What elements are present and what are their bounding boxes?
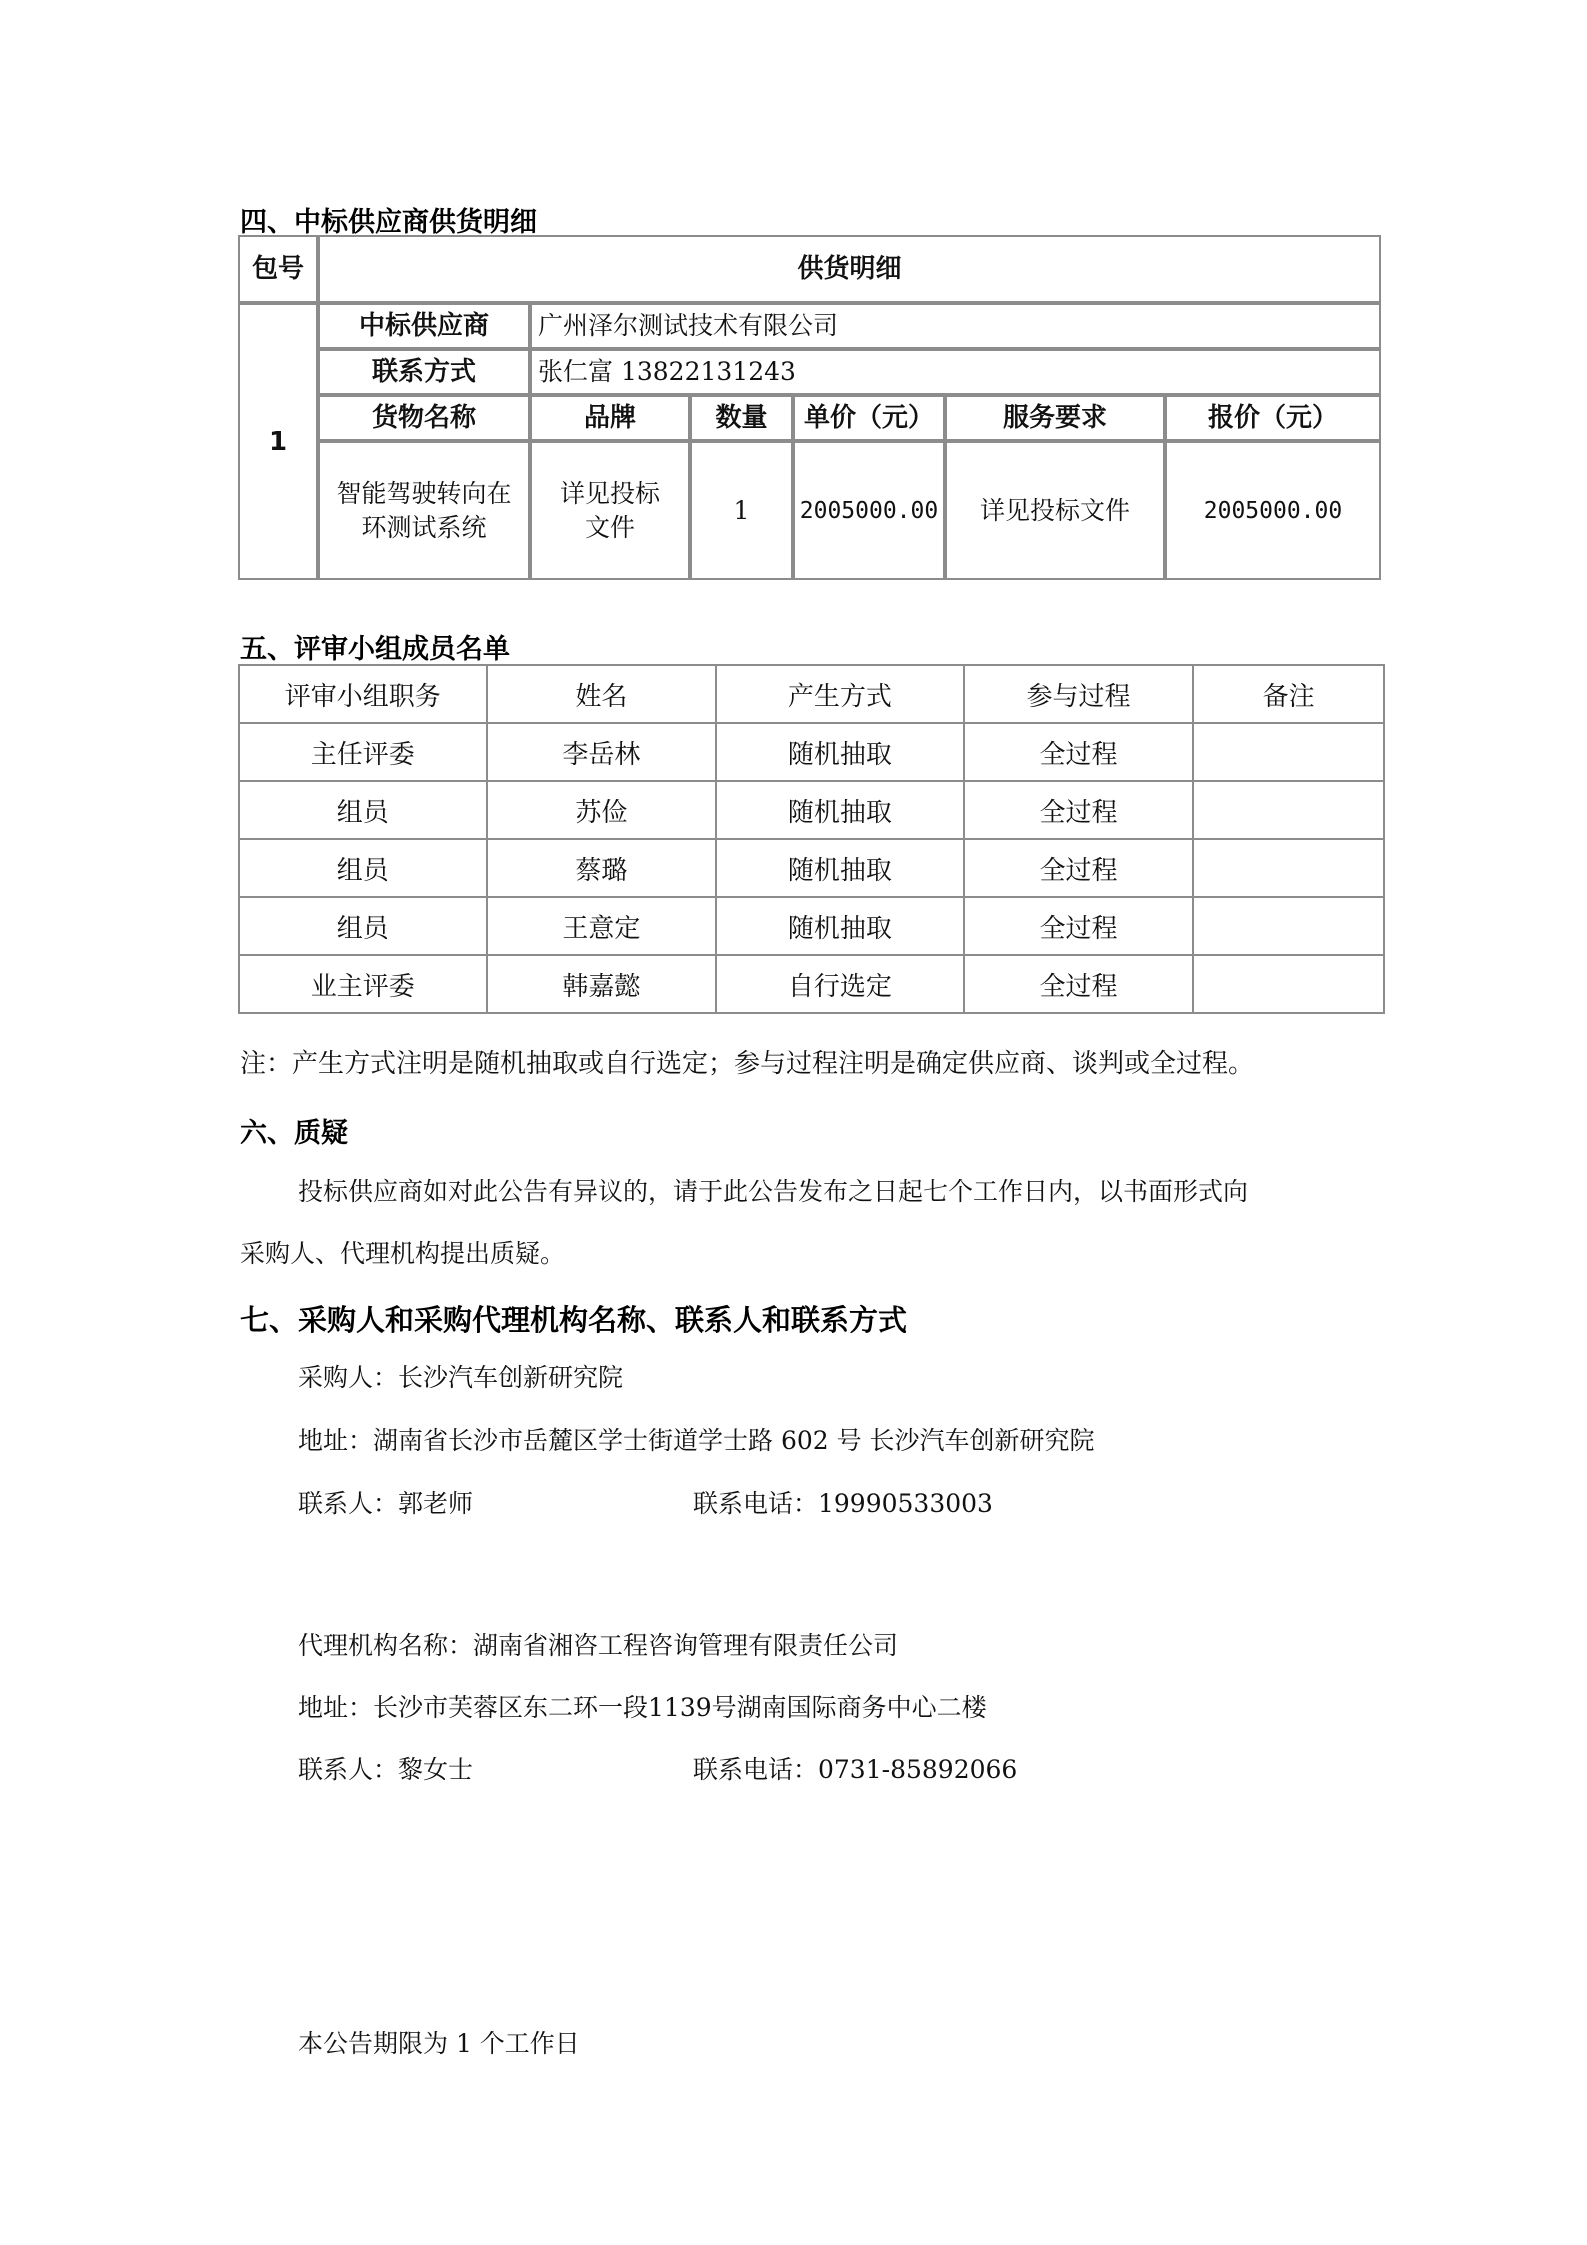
detail-header: 供货明细 <box>318 235 1381 303</box>
section4-title: 四、中标供应商供货明细 <box>240 207 537 238</box>
brand-line1: 详见投标 <box>559 478 660 508</box>
panel-process: 全过程 <box>964 955 1194 1013</box>
table-row <box>239 897 1384 955</box>
agency-contact: 联系人：黎女士 <box>298 1755 474 1784</box>
panel-remark <box>1193 723 1384 781</box>
agency-name: 代理机构名称：湖南省湘咨工程咨询管理有限责任公司 <box>298 1631 899 1660</box>
purchaser-name: 采购人：长沙汽车创新研究院 <box>298 1363 624 1392</box>
supplier-label: 中标供应商 <box>318 303 530 349</box>
review-panel-table <box>238 664 1385 1014</box>
qty-cell: 1 <box>690 441 793 580</box>
purchaser-phone: 联系电话：19990533003 <box>693 1489 993 1518</box>
agency-phone: 联系电话：0731-85892066 <box>693 1755 1018 1784</box>
contact-label: 联系方式 <box>318 349 530 395</box>
supply-details-table <box>238 235 1381 580</box>
panel-name: 王意定 <box>487 897 717 955</box>
panel-note: 注：产生方式注明是随机抽取或自行选定；参与过程注明是确定供应商、谈判或全过程。 <box>240 1049 1255 1079</box>
panel-process: 全过程 <box>964 781 1194 839</box>
panel-remark <box>1193 897 1384 955</box>
panel-col-process: 参与过程 <box>964 665 1194 723</box>
quote-cell: 2005000.00 <box>1165 441 1381 580</box>
section7-title: 七、采购人和采购代理机构名称、联系人和联系方式 <box>240 1303 908 1337</box>
panel-col-name: 姓名 <box>487 665 717 723</box>
panel-role: 主任评委 <box>239 723 487 781</box>
panel-method: 随机抽取 <box>716 839 964 897</box>
col-service: 服务要求 <box>945 395 1165 441</box>
panel-name: 苏俭 <box>487 781 717 839</box>
panel-header-row <box>239 665 1384 723</box>
panel-method: 随机抽取 <box>716 897 964 955</box>
col-qty: 数量 <box>690 395 793 441</box>
panel-method: 随机抽取 <box>716 781 964 839</box>
goods-name-cell <box>318 441 530 580</box>
service-cell: 详见投标文件 <box>945 441 1165 580</box>
brand-cell <box>530 441 690 580</box>
purchaser-contact: 联系人：郭老师 <box>298 1489 474 1518</box>
section6-title: 六、质疑 <box>240 1118 348 1149</box>
panel-col-method: 产生方式 <box>716 665 964 723</box>
panel-remark <box>1193 839 1384 897</box>
panel-remark <box>1193 781 1384 839</box>
panel-role: 业主评委 <box>239 955 487 1013</box>
brand-line2: 文件 <box>584 512 635 542</box>
notice-period: 本公告期限为 1 个工作日 <box>298 2029 580 2058</box>
table-row <box>239 723 1384 781</box>
contact-value: 张仁富 13822131243 <box>530 349 1381 395</box>
panel-name: 蔡璐 <box>487 839 717 897</box>
table-row <box>239 781 1384 839</box>
panel-name: 韩嘉懿 <box>487 955 717 1013</box>
agency-address: 地址：长沙市芙蓉区东二环一段1139号湖南国际商务中心二楼 <box>298 1693 987 1722</box>
objection-para-line1: 投标供应商如对此公告有异议的，请于此公告发布之日起七个工作日内，以书面形式向 <box>298 1177 1249 1206</box>
panel-process: 全过程 <box>964 897 1194 955</box>
panel-method: 自行选定 <box>716 955 964 1013</box>
unit-price-cell: 2005000.00 <box>793 441 945 580</box>
col-unit-price: 单价（元） <box>793 395 945 441</box>
table-row <box>239 839 1384 897</box>
panel-name: 李岳林 <box>487 723 717 781</box>
col-quote: 报价（元） <box>1165 395 1381 441</box>
panel-col-remark: 备注 <box>1193 665 1384 723</box>
pkg-header: 包号 <box>238 235 318 303</box>
col-brand: 品牌 <box>530 395 690 441</box>
goods-name-line1: 智能驾驶转向在 <box>336 478 512 508</box>
purchaser-address: 地址：湖南省长沙市岳麓区学士街道学士路 602 号 长沙汽车创新研究院 <box>298 1426 1095 1455</box>
goods-name-line2: 环测试系统 <box>361 512 487 542</box>
pkg-number: 1 <box>238 303 318 580</box>
col-goods-name: 货物名称 <box>318 395 530 441</box>
objection-para-line2: 采购人、代理机构提出质疑。 <box>240 1239 566 1268</box>
panel-process: 全过程 <box>964 723 1194 781</box>
section5-title: 五、评审小组成员名单 <box>240 634 510 665</box>
panel-role: 组员 <box>239 781 487 839</box>
supplier-value: 广州泽尔测试技术有限公司 <box>530 303 1381 349</box>
panel-role: 组员 <box>239 839 487 897</box>
panel-process: 全过程 <box>964 839 1194 897</box>
panel-role: 组员 <box>239 897 487 955</box>
panel-method: 随机抽取 <box>716 723 964 781</box>
table-row <box>239 955 1384 1013</box>
panel-remark <box>1193 955 1384 1013</box>
panel-col-role: 评审小组职务 <box>239 665 487 723</box>
